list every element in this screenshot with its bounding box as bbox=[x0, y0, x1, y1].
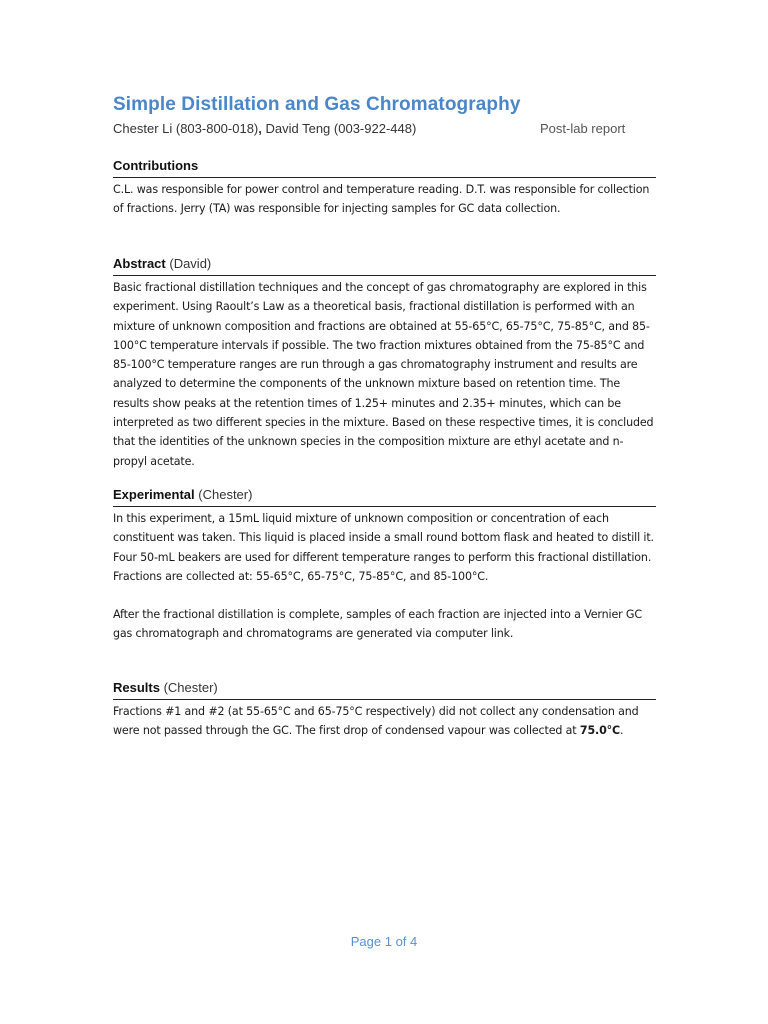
author-chester: Chester Li (803-800-018) bbox=[113, 121, 259, 136]
results-text-main: Fractions #1 and #2 (at 55-65°C and 65-75°C respectively) did not collect any condensation and were not passed through the GC. The first drop of condensed vapour was collected at bbox=[113, 705, 639, 738]
section-heading bbox=[113, 680, 656, 700]
section-contributions bbox=[113, 158, 656, 219]
heading-label: Experimental bbox=[113, 487, 195, 502]
results-temperature: 75.0°C bbox=[579, 724, 621, 738]
heading-label: Contributions bbox=[113, 158, 199, 173]
heading-author: (David) bbox=[165, 256, 212, 271]
abstract-text: Basic fractional distillation techniques and the concept of gas chromatography are explored in this experiment. Using Raoult’s Law as a theoretical basis, fractional distillation is performed with an mixture of unknown composition and fractions are obtained at 55-65°C, 65-75°C, 75-85°C, and 85-100°C temperature intervals if possible. The two fraction mixtures obtained from the 75-85°C and 85-100°C temperature ranges are run through a gas chromatography instrument and results are analyzed to determine the components of the unknown mixture based on retention time. The results show peaks at the retention times of 1.25+ minutes and 2.35+ minutes, which can be interpreted as two different species in the mixture. Based on these respective times, it is concluded that the identities of the unknown species in the composition mixture are ethyl acetate and n-propyl acetate. bbox=[113, 281, 654, 468]
section-heading bbox=[113, 158, 656, 178]
experimental-paragraph-2: After the fractional distillation is complete, samples of each fraction are injected into a Vernier GC gas chromatograph and chromatograms are generated via computer link. bbox=[113, 608, 642, 641]
heading-author: (Chester) bbox=[194, 487, 253, 502]
section-abstract bbox=[113, 256, 656, 471]
section-results bbox=[113, 680, 656, 741]
results-text bbox=[113, 702, 656, 741]
contributions-text: C.L. was responsible for power control and temperature reading. D.T. was responsible for collection of fractions. Jerry (TA) was responsible for injecting samples for GC data collection. bbox=[113, 183, 650, 216]
section-heading bbox=[113, 487, 656, 507]
report-type-label: Post-lab report bbox=[540, 121, 626, 136]
heading-author: (Chester) bbox=[159, 680, 218, 695]
authors-separator: , bbox=[258, 121, 262, 136]
section-heading bbox=[113, 256, 656, 276]
experimental-paragraph-1: In this experiment, a 15mL liquid mixture of unknown composition or concentration of each constituent was taken. This liquid is placed inside a small round bottom flask and heated to distill it. Four 50-mL beakers are used for different temperature ranges to perform this fractional distillation. Fractions are collected at: 55-65°C, 65-75°C, 75-85°C, and 85-100°C. bbox=[113, 512, 654, 583]
results-text-end: . bbox=[620, 724, 624, 738]
heading-label: Results bbox=[113, 680, 160, 695]
page-number: Page 1 of 4 bbox=[350, 934, 418, 949]
document-title: Simple Distillation and Gas Chromatography bbox=[113, 94, 521, 115]
authors-line bbox=[113, 121, 416, 136]
author-david: David Teng (003-922-448) bbox=[261, 121, 417, 136]
heading-label: Abstract bbox=[113, 256, 166, 271]
section-experimental bbox=[113, 487, 656, 644]
